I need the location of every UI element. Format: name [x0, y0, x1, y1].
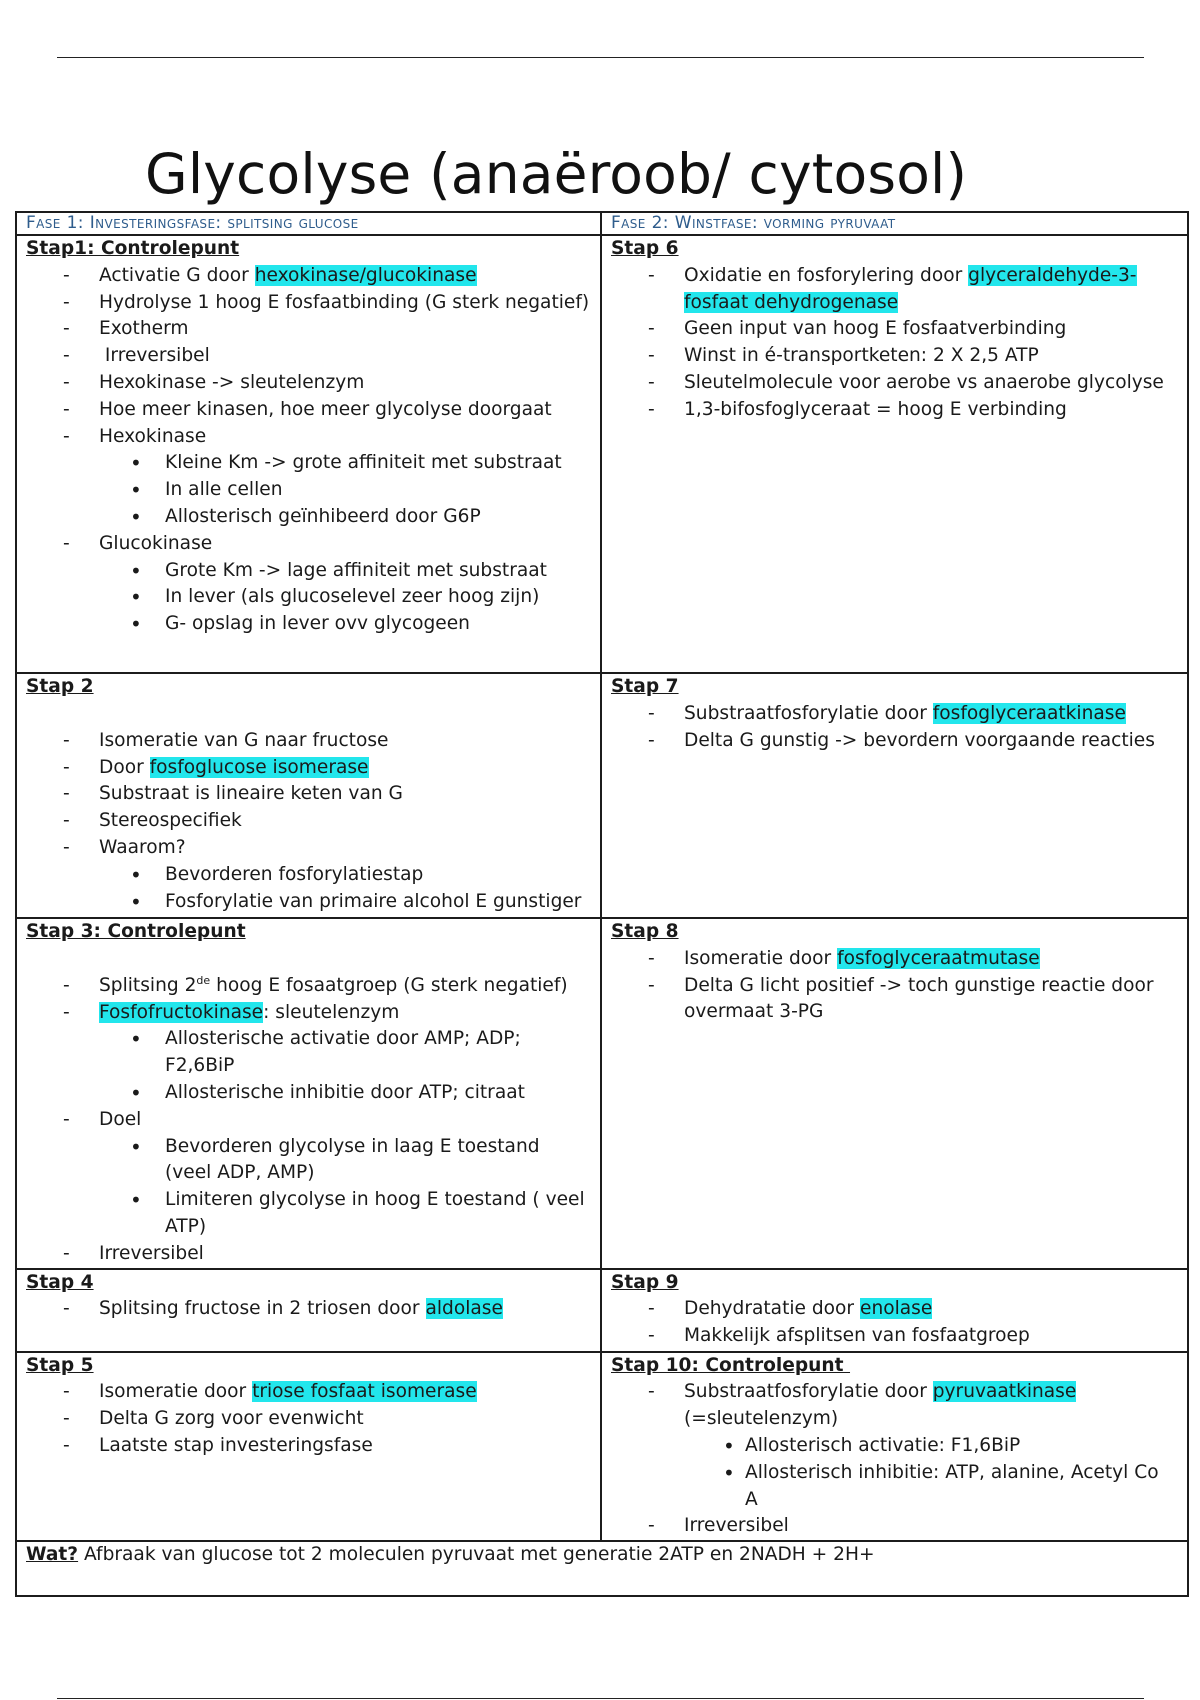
item-text: Waarom? [99, 836, 186, 858]
item-text: Oxidatie en fosforylering door [684, 264, 969, 286]
stap-2-list [26, 728, 590, 916]
stap-10-list [611, 1379, 1177, 1540]
stap-6-header: Stap 6 [611, 238, 679, 259]
list-item [26, 1379, 590, 1406]
enzyme-highlight: aldolase [425, 1298, 503, 1320]
table-row [16, 673, 1188, 918]
cell-stap-2 [16, 673, 601, 918]
list-item: - Geen input van hoog E fosfaatverbinding [611, 316, 1177, 343]
list-item [26, 263, 590, 290]
table-row [16, 1269, 1188, 1352]
stap-9-list [611, 1296, 1177, 1350]
phase-1-header: Fase 1: Investeringsfase: splitsing glucose [16, 212, 601, 235]
sub-list [99, 1026, 590, 1106]
sub-list [99, 450, 590, 530]
list-item: - Sleutelmolecule voor aerobe vs anaerobe glycolyse [611, 370, 1177, 397]
stap-1-header: Stap1: Controlepunt [26, 238, 240, 259]
list-item [26, 973, 590, 1000]
list-item: - 1,3-bifosfoglyceraat = hoog E verbinding [611, 397, 1177, 424]
item-text: Glucokinase [99, 532, 213, 554]
sub-list-item: • Allosterische inhibitie door ATP; citraat [26, 1080, 590, 1107]
stap-9-header: Stap 9 [611, 1271, 679, 1293]
phase-2-header: Fase 2: Winstfase: vorming pyruvaat [601, 212, 1188, 235]
item-text: Substraatfosforylatie door [684, 702, 933, 724]
stap-1-list [26, 263, 590, 638]
sub-list-item: • In alle cellen [26, 477, 590, 504]
sub-list-item: • Allosterisch inhibitie: ATP, alanine, Acetyl Co A [611, 1460, 1177, 1514]
cell-stap-4 [16, 1269, 601, 1352]
stap-3-header: Stap 3: Controlepunt [26, 921, 246, 942]
enzyme-highlight: fosfoglucose isomerase [149, 756, 369, 778]
stap-7-list [611, 701, 1177, 755]
list-item [26, 755, 590, 782]
item-text: Activatie G door [99, 264, 255, 286]
list-item [26, 531, 590, 638]
item-text: Hexokinase [99, 425, 207, 447]
stap-5-header: Stap 5 [26, 1354, 94, 1376]
table-row [16, 918, 1188, 1269]
cell-stap-8 [601, 918, 1188, 1269]
stap-6-list [611, 263, 1177, 424]
sub-list-item: • Kleine Km -> grote affiniteit met substraat [26, 450, 590, 477]
stap-2-header: Stap 2 [26, 676, 94, 697]
summary-row [16, 1541, 1188, 1596]
cell-stap-6 [601, 235, 1188, 673]
list-item [611, 1296, 1177, 1323]
stap-8-header: Stap 8 [611, 921, 679, 942]
enzyme-highlight: pyruvaatkinase [932, 1381, 1077, 1403]
superscript: de [196, 973, 211, 987]
summary-text: Afbraak van glucose tot 2 moleculen pyruvaat met generatie 2ATP en 2NADH + 2H+ [78, 1544, 875, 1566]
sub-list [99, 558, 590, 638]
list-item: - Irreversibel [611, 1513, 1177, 1540]
list-item: - Delta G gunstig -> bevordern voorgaande reacties [611, 728, 1177, 755]
list-item [26, 424, 590, 531]
list-item: - Irreversibel [26, 1241, 590, 1268]
spacer [26, 701, 590, 728]
item-text: hoog E fosaatgroep (G sterk negatief) [210, 974, 568, 996]
list-item [611, 701, 1177, 728]
item-text: Isomeratie door [684, 947, 838, 969]
list-item: - Exotherm [26, 316, 590, 343]
list-item: - Substraat is lineaire keten van G [26, 781, 590, 808]
list-item [26, 1000, 590, 1107]
list-item [26, 835, 590, 915]
cell-stap-9 [601, 1269, 1188, 1352]
enzyme-highlight: hexokinase/glucokinase [254, 264, 477, 286]
stap-8-list [611, 946, 1177, 1026]
sub-list-item: • Limiteren glycolyse in hoog E toestand ( veel ATP) [26, 1187, 590, 1241]
item-text: Splitsing 2 [99, 974, 197, 996]
list-item [611, 946, 1177, 973]
item-text: Dehydratatie door [684, 1298, 860, 1320]
summary-label: Wat? [26, 1544, 79, 1566]
stap-10-header: Stap 10: Controlepunt [611, 1354, 851, 1376]
sub-list [99, 1134, 590, 1241]
enzyme-highlight: enolase [860, 1298, 933, 1320]
stap-7-header: Stap 7 [611, 676, 679, 697]
cell-stap-5 [16, 1352, 601, 1542]
table-row [16, 1352, 1188, 1542]
item-text: Isomeratie door [99, 1381, 253, 1403]
sub-list [684, 1433, 1177, 1513]
sub-list-item: • Grote Km -> lage affiniteit met substraat [26, 558, 590, 585]
item-text: Substraatfosforylatie door [684, 1381, 933, 1403]
item-text: Doel [99, 1108, 142, 1130]
list-item: - Winst in é-transportketen: 2 X 2,5 ATP [611, 343, 1177, 370]
list-item [611, 263, 1177, 317]
phase-header-row [16, 212, 1188, 235]
sub-list [99, 862, 590, 916]
document-title: Glycolyse (anaëroob/ cytosol) [145, 142, 968, 206]
sub-list-item: • Allosterisch activatie: F1,6BiP [611, 1433, 1177, 1460]
cell-stap-1 [16, 235, 601, 673]
list-item: - Laatste stap investeringsfase [26, 1433, 590, 1460]
stap-3-list [26, 973, 590, 1268]
item-text: (=sleutelenzym) [684, 1408, 839, 1430]
stap-5-list [26, 1379, 590, 1459]
list-item: - Delta G zorg voor evenwicht [26, 1406, 590, 1433]
list-item [611, 1379, 1177, 1513]
enzyme-highlight: fosfoglyceraatmutase [837, 947, 1040, 969]
sub-list-item: • In lever (als glucoselevel zeer hoog zijn) [26, 584, 590, 611]
enzyme-highlight: fosfoglyceraatkinase [932, 702, 1126, 724]
list-item: - Makkelijk afsplitsen van fosfaatgroep [611, 1323, 1177, 1350]
list-item: - Hoe meer kinasen, hoe meer glycolyse doorgaat [26, 397, 590, 424]
item-text: Splitsing fructose in 2 triosen door [99, 1298, 426, 1320]
list-item: - Delta G licht positief -> toch gunstige reactie door overmaat 3-PG [611, 973, 1177, 1027]
stap-4-header: Stap 4 [26, 1271, 94, 1293]
enzyme-highlight: glyceraldehyde-3-fosfaat dehydrogenase [684, 264, 1137, 313]
list-item: - Stereospecifiek [26, 808, 590, 835]
enzyme-highlight: triose fosfaat isomerase [252, 1381, 477, 1403]
cell-stap-3 [16, 918, 601, 1269]
glycolysis-table [15, 211, 1189, 1597]
item-text: : sleutelenzym [263, 1001, 400, 1023]
spacer [26, 946, 590, 973]
sub-list-item: • Bevorderen glycolyse in laag E toestand (veel ADP, AMP) [26, 1134, 590, 1188]
list-item: - Hexokinase -> sleutelenzym [26, 370, 590, 397]
table-row [16, 235, 1188, 673]
cell-stap-10 [601, 1352, 1188, 1542]
enzyme-highlight: Fosfofructokinase [99, 1001, 264, 1023]
list-item: - Isomeratie van G naar fructose [26, 728, 590, 755]
list-item: - Hydrolyse 1 hoog E fosfaatbinding (G sterk negatief) [26, 290, 590, 317]
footer-rule [57, 1698, 1144, 1699]
sub-list-item: • G- opslag in lever ovv glycogeen [26, 611, 590, 638]
list-item [26, 1107, 590, 1241]
list-item [26, 1296, 590, 1323]
header-rule [57, 57, 1144, 58]
cell-stap-7 [601, 673, 1188, 918]
stap-4-list [26, 1296, 590, 1323]
sub-list-item: • Bevorderen fosforylatiestap [26, 862, 590, 889]
sub-list-item: • Allosterisch geïnhibeerd door G6P [26, 504, 590, 531]
summary-cell [16, 1541, 1188, 1596]
list-item: - Irreversibel [26, 343, 590, 370]
sub-list-item: • Allosterische activatie door AMP; ADP; F2,6BiP [26, 1026, 590, 1080]
item-text: Door [99, 756, 150, 778]
sub-list-item: • Fosforylatie van primaire alcohol E gunstiger [26, 889, 590, 916]
